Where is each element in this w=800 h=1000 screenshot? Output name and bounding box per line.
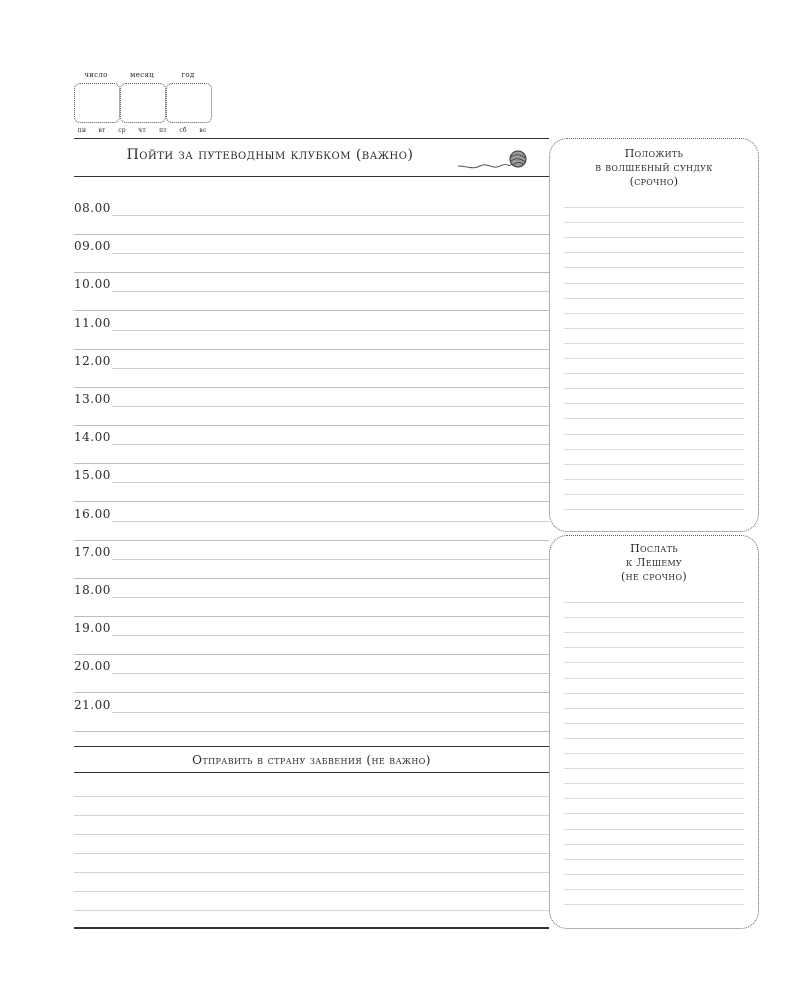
side-box-line[interactable] xyxy=(564,509,744,510)
side-box-line[interactable] xyxy=(564,723,744,724)
side-box-line[interactable] xyxy=(564,358,744,359)
day-field[interactable] xyxy=(74,83,120,123)
hour-row[interactable] xyxy=(74,635,549,673)
side-box-line[interactable] xyxy=(564,647,744,648)
side-box-line[interactable] xyxy=(564,449,744,450)
year-label: год xyxy=(181,71,195,79)
side-box-line[interactable] xyxy=(564,388,744,389)
side-box-line[interactable] xyxy=(564,207,744,208)
hour-label: 11.00 xyxy=(74,315,111,330)
main-title: Пойти за путеводным клубком (важно) xyxy=(126,147,414,163)
note-line[interactable] xyxy=(74,910,549,911)
not-urgent-box-title-line1: Послать xyxy=(630,542,678,555)
side-box-line[interactable] xyxy=(564,328,744,329)
side-box-line[interactable] xyxy=(564,252,744,253)
side-box-line[interactable] xyxy=(564,418,744,419)
side-box-line[interactable] xyxy=(564,708,744,709)
hour-row[interactable] xyxy=(74,559,549,597)
year-field[interactable] xyxy=(166,83,212,123)
note-line[interactable] xyxy=(74,796,549,797)
side-box-line[interactable] xyxy=(564,632,744,633)
hour-label: 14.00 xyxy=(74,430,111,445)
hour-row[interactable] xyxy=(74,406,549,444)
side-box-line[interactable] xyxy=(564,267,744,268)
hour-label: 08.00 xyxy=(74,201,111,215)
side-box-line[interactable] xyxy=(564,298,744,299)
hour-row[interactable] xyxy=(74,597,549,635)
bottom-section-divider xyxy=(74,746,549,747)
hour-row[interactable] xyxy=(74,674,549,712)
weekday-sun[interactable]: вс xyxy=(199,127,207,134)
month-field[interactable] xyxy=(120,83,166,123)
bottom-section-title: Отправить в страну забвения (не важно) xyxy=(192,753,431,767)
day-label: число xyxy=(84,71,108,79)
hour-row[interactable] xyxy=(74,330,549,368)
side-box-line[interactable] xyxy=(564,283,744,284)
weekday-tue[interactable]: вт xyxy=(98,127,106,134)
hour-row[interactable] xyxy=(74,444,549,482)
note-line[interactable] xyxy=(74,815,549,816)
not-urgent-box-title-line3: (не срочно) xyxy=(621,570,687,583)
yarn-ball-icon xyxy=(456,146,532,174)
hour-label: 19.00 xyxy=(74,621,111,636)
side-box-line[interactable] xyxy=(564,798,744,799)
side-box-line[interactable] xyxy=(564,434,744,435)
not-urgent-box-title-line2: к Лешему xyxy=(625,556,683,569)
side-box-line[interactable] xyxy=(564,343,744,344)
side-box-line[interactable] xyxy=(564,479,744,480)
weekday-wed[interactable]: ср xyxy=(118,127,126,134)
hour-row[interactable] xyxy=(74,292,549,330)
note-line[interactable] xyxy=(74,853,549,854)
note-line[interactable] xyxy=(74,834,549,835)
month-label: месяц xyxy=(130,71,154,79)
hour-label: 16.00 xyxy=(74,506,111,521)
hour-rule xyxy=(112,712,549,713)
side-box-line[interactable] xyxy=(564,693,744,694)
urgent-box-title-line2: в волшебный сундук xyxy=(595,161,713,174)
main-top-divider xyxy=(74,138,549,139)
urgent-box xyxy=(549,138,759,532)
not-urgent-box xyxy=(549,535,759,929)
note-line[interactable] xyxy=(74,872,549,873)
side-box-line[interactable] xyxy=(564,874,744,875)
side-box-line[interactable] xyxy=(564,464,744,465)
side-box-line[interactable] xyxy=(564,753,744,754)
note-line[interactable] xyxy=(74,891,549,892)
side-box-line[interactable] xyxy=(564,768,744,769)
hour-label: 15.00 xyxy=(74,468,111,483)
side-box-line[interactable] xyxy=(564,844,744,845)
side-box-line[interactable] xyxy=(564,237,744,238)
side-box-line[interactable] xyxy=(564,678,744,679)
hour-row[interactable] xyxy=(74,215,549,253)
hour-label: 10.00 xyxy=(74,277,111,292)
side-box-line[interactable] xyxy=(564,313,744,314)
side-box-line[interactable] xyxy=(564,813,744,814)
side-box-line[interactable] xyxy=(564,738,744,739)
hour-rule xyxy=(74,731,549,732)
hour-label: 21.00 xyxy=(74,697,111,712)
side-box-line[interactable] xyxy=(564,904,744,905)
side-box-line[interactable] xyxy=(564,403,744,404)
hour-row[interactable] xyxy=(74,177,549,215)
side-box-line[interactable] xyxy=(564,829,744,830)
weekday-mon[interactable]: пн xyxy=(77,127,87,134)
weekday-thu[interactable]: чт xyxy=(138,127,146,134)
hour-label: 13.00 xyxy=(74,392,111,406)
weekday-sat[interactable]: сб xyxy=(179,127,187,134)
side-box-line[interactable] xyxy=(564,617,744,618)
page-bottom-divider xyxy=(74,927,549,929)
side-box-line[interactable] xyxy=(564,494,744,495)
hour-label: 12.00 xyxy=(74,353,111,368)
side-box-line[interactable] xyxy=(564,373,744,374)
hour-row[interactable] xyxy=(74,483,549,521)
side-box-line[interactable] xyxy=(564,662,744,663)
side-box-line[interactable] xyxy=(564,602,744,603)
weekday-fri[interactable]: пт xyxy=(159,127,167,134)
hour-row[interactable] xyxy=(74,521,549,559)
side-box-line[interactable] xyxy=(564,783,744,784)
hour-label: 17.00 xyxy=(74,544,111,559)
hour-label: 20.00 xyxy=(74,659,111,674)
side-box-line[interactable] xyxy=(564,889,744,890)
hour-label: 09.00 xyxy=(74,239,111,254)
hour-row[interactable] xyxy=(74,253,549,291)
side-box-line[interactable] xyxy=(564,859,744,860)
side-box-line[interactable] xyxy=(564,222,744,223)
hour-row[interactable] xyxy=(74,368,549,406)
urgent-box-title-line3: (срочно) xyxy=(629,175,679,188)
urgent-box-title-line1: Положить xyxy=(624,147,684,160)
hour-label: 18.00 xyxy=(74,583,111,597)
bottom-section-title-divider xyxy=(74,772,549,773)
